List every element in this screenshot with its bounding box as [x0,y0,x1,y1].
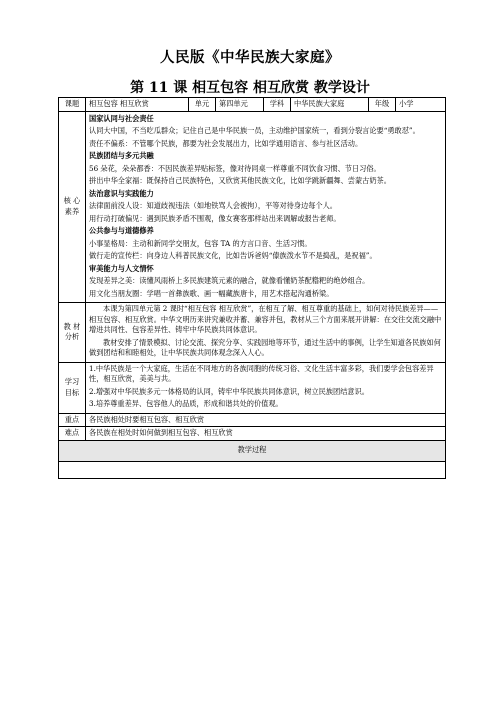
goal-item: 1.中华民族是一个大家庭，生活在不同地方的各族同胞的传统习俗、文化生活丰富多彩，我们要学会包容差异性，相互欣赏，美美与共。 [89,363,434,383]
difficulty-label: 难点 [59,427,86,441]
unit-label: 单元 [189,98,216,112]
section-heading: 国家认同与社会责任 [89,113,154,123]
goals-content [86,362,446,413]
key-point-value: 各民族相处时要相互包容、相互欣赏 [86,413,446,427]
topic-label: 课题 [59,98,86,112]
analysis-row [59,303,446,363]
document-title: 人民版《中华民族大家庭》 [160,49,340,66]
section-paragraph: 做行走的宣传栏：向身边人科普民族文化，比如告诉爸妈“傣族泼水节不是捣乱，是祝福”。 [89,251,377,260]
core-label-line2: 素养 [64,206,80,216]
subject-value: 中华民族大家庭 [291,98,369,112]
section-paragraph: 56 朵花，朵朵都香：不因民族差异贴标签，像对待同桌一样尊重不同饮食习惯、节日习俗。 [89,163,381,173]
section-paragraph: 法律面前没人设：知道歧视违法（如地铁骂人会被拘），平等对待身边每个人。 [89,201,337,210]
process-header: 教学过程 [59,440,446,461]
goal-item: 3.培养尊重差异、包容他人的品质，形成和谐共处的价值观。 [89,399,283,408]
difficulty-row [59,427,446,441]
core-literacy-row [59,111,446,303]
process-body [59,461,446,478]
key-point-row [59,413,446,427]
section-paragraph: 发现差异之美：读懂风雨桥上多民族建筑元素的融合，就像看懂奶茶配糌粑的绝妙组合。 [89,276,370,285]
core-literacy-content [86,111,446,303]
section-paragraph: 拼出中华全家福：既保持自己民族特色，又欣赏其他民族文化，比如学跳新疆舞、尝蒙古奶茶。 [89,176,391,185]
section-heading: 审美能力与人文情怀 [89,263,154,273]
lesson-title: 第 11 课 相互包容 相互欣赏 教学设计 [130,80,370,96]
goals-label [59,362,86,413]
section-paragraph: 用文化当朋友圈：学唱一首彝族歌、画一幅藏族唐卡，用艺术搭起沟通桥梁。 [89,288,334,298]
unit-value: 第四单元 [216,98,264,112]
analysis-label [59,303,86,363]
core-label-line1: 核 心 [63,196,81,206]
goals-label-line2: 目标 [64,387,80,397]
grade-label: 年级 [369,98,396,112]
analysis-label-line1: 教 材 [63,321,81,331]
process-body-row [59,461,446,478]
analysis-content [86,303,446,363]
section-heading: 公共参与与道德修养 [89,226,154,235]
core-literacy-label [59,111,86,303]
header-row [59,98,446,112]
section-paragraph: 用行动打破偏见：遇到民族矛盾不围观，像女赛客那样站出来调解或报告老师。 [89,213,341,223]
section-paragraph: 小事显格局：主动和新同学交朋友，包容 TA 的方言口音、生活习惯。 [89,238,312,248]
goal-item: 2.增强对中华民族多元一体格局的认同，铸牢中华民族共同体意识，树立民族团结意识。 [89,386,369,396]
difficulty-value: 各民族在相处时如何做到相互包容、相互欣赏 [86,427,446,441]
section-paragraph: 责任不偏系：不管哪个民族，都要为社会发展出力，比如学通用语言、参与社区活动。 [89,138,363,148]
process-header-row [59,440,446,461]
key-point-label: 重点 [59,413,86,427]
goals-row [59,362,446,413]
section-heading: 法治意识与实践能力 [89,188,154,198]
analysis-paragraph: 本课为第四单元第 2 课时“相互包容 相互欣赏”，在相互了解、相互尊重的基础上，如何对待民族差异——相互包容、相互欣赏。中华文明历来讲究兼收并蓄、兼容并包，教材从三个方面来展开讲解：在交往交流交融中增进共同性、包容差异性、铸牢中华民族共同体意识。 [89,304,442,334]
lesson-plan-table [58,97,446,479]
subject-label: 学科 [264,98,291,112]
analysis-label-line2: 分析 [64,332,80,342]
analysis-paragraph: 教材安排了情景模拟、讨论交流、探究分享、实践园地等环节，通过生活中的事例，让学生知道各民族如何做到团结和和睦相处，让中华民族共同体观念深入人心。 [89,337,441,357]
section-paragraph: 认同大中国，不当吃瓜群众；记住自己是中华民族一员，主动维护国家统一，看到分裂言论要“勇敢怼”。 [89,126,420,135]
goals-label-line1: 学习 [64,377,80,386]
topic-value: 相互包容 相互欣赏 [86,98,189,112]
grade-value: 小学 [396,98,446,112]
section-heading: 民族团结与多元共融 [89,151,154,160]
